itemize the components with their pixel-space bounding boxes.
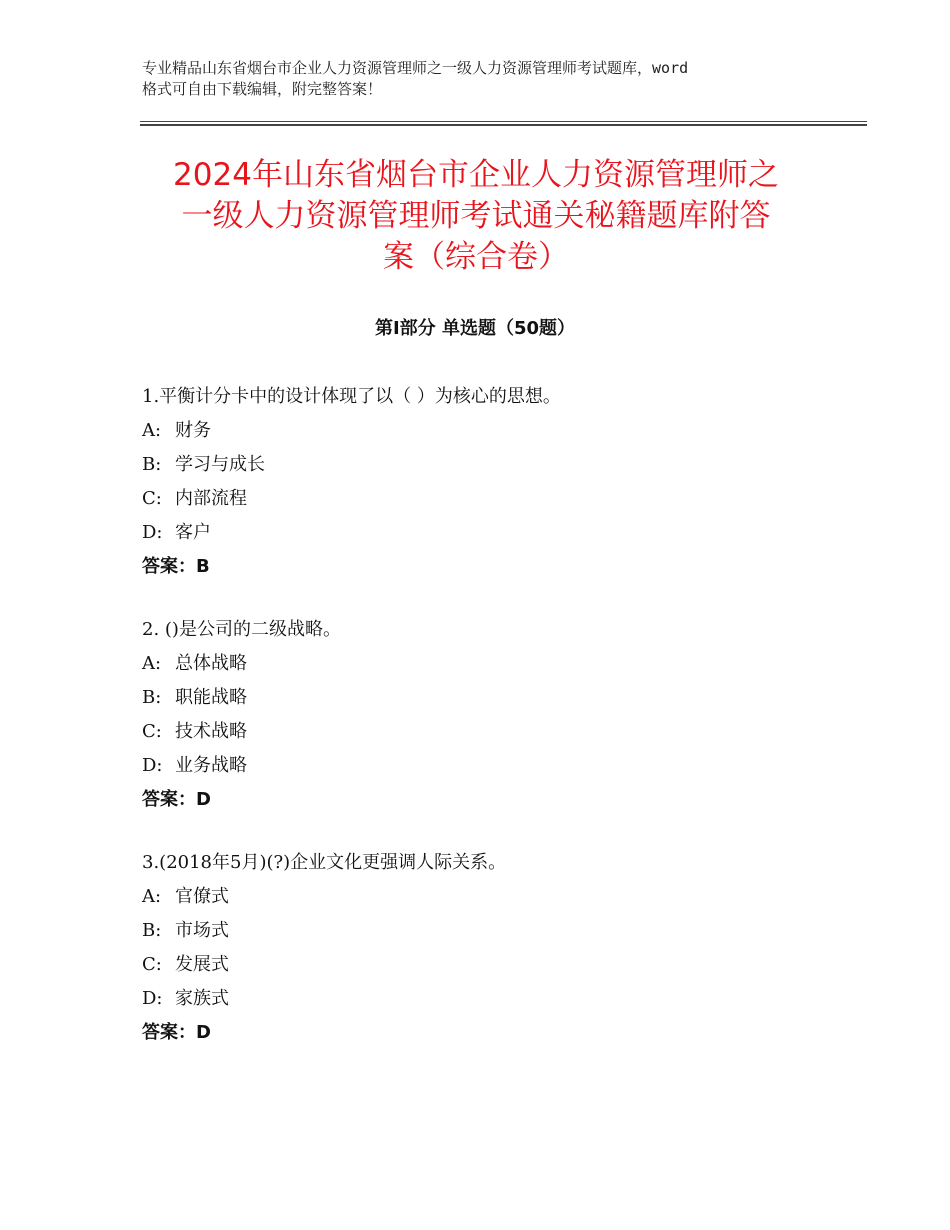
option-a [142,414,842,448]
question-stem: 1.平衡计分卡中的设计体现了以（ ）为核心的思想。 [142,386,561,407]
option-d [142,749,842,783]
option-b [142,681,842,715]
option-d [142,982,842,1016]
option-letter: C: [142,954,162,975]
header-divider-thick [140,124,867,126]
section-heading: 第Ⅰ部分 单选题（50题） [374,318,575,339]
option-letter: A: [142,886,162,907]
option-text: 官僚式 [175,886,229,907]
option-text: 财务 [175,420,211,441]
option-letter: A: [142,420,162,441]
option-text: 学习与成长 [175,454,265,475]
header-divider-thin [140,121,867,122]
option-text: 发展式 [175,954,229,975]
document-title-line-1: 2024年山东省烟台市企业人力资源管理师之 [173,157,779,193]
question-2 [142,613,842,817]
option-letter: D: [142,522,163,543]
option-text: 职能战略 [175,687,247,708]
option-c [142,948,842,982]
option-d [142,516,842,550]
option-b [142,914,842,948]
question-stem: 2. ()是公司的二级战略。 [142,619,341,640]
option-letter: D: [142,988,163,1009]
header-note-line-2: 格式可自由下载编辑，附完整答案！ [142,80,383,98]
option-letter: B: [142,687,162,708]
answer: 答案：D [142,789,211,810]
option-text: 总体战略 [175,653,247,674]
option-text: 业务战略 [175,755,247,776]
question-3 [142,846,842,1050]
question-1 [142,380,842,584]
option-text: 市场式 [175,920,229,941]
answer: 答案：D [142,1022,211,1043]
option-c [142,715,842,749]
option-c [142,482,842,516]
option-letter: C: [142,721,162,742]
option-text: 客户 [175,522,211,543]
document-title-line-3: 案（综合卷） [383,239,569,275]
option-text: 内部流程 [175,488,247,509]
option-text: 技术战略 [175,721,247,742]
option-b [142,448,842,482]
option-letter: B: [142,920,162,941]
option-a [142,880,842,914]
header-note-line-1: 专业精品山东省烟台市企业人力资源管理师之一级人力资源管理师考试题库，word [142,59,689,77]
option-letter: D: [142,755,163,776]
option-text: 家族式 [175,988,229,1009]
header-note [142,58,832,100]
answer: 答案：B [142,556,210,577]
question-list [142,380,842,1079]
document-title-line-2: 一级人力资源管理师考试通关秘籍题库附答 [181,198,771,234]
option-letter: C: [142,488,162,509]
option-letter: B: [142,454,162,475]
question-stem: 3.(2018年5月)(?)企业文化更强调人际关系。 [142,852,507,873]
option-a [142,647,842,681]
document-title [138,155,814,278]
option-letter: A: [142,653,162,674]
